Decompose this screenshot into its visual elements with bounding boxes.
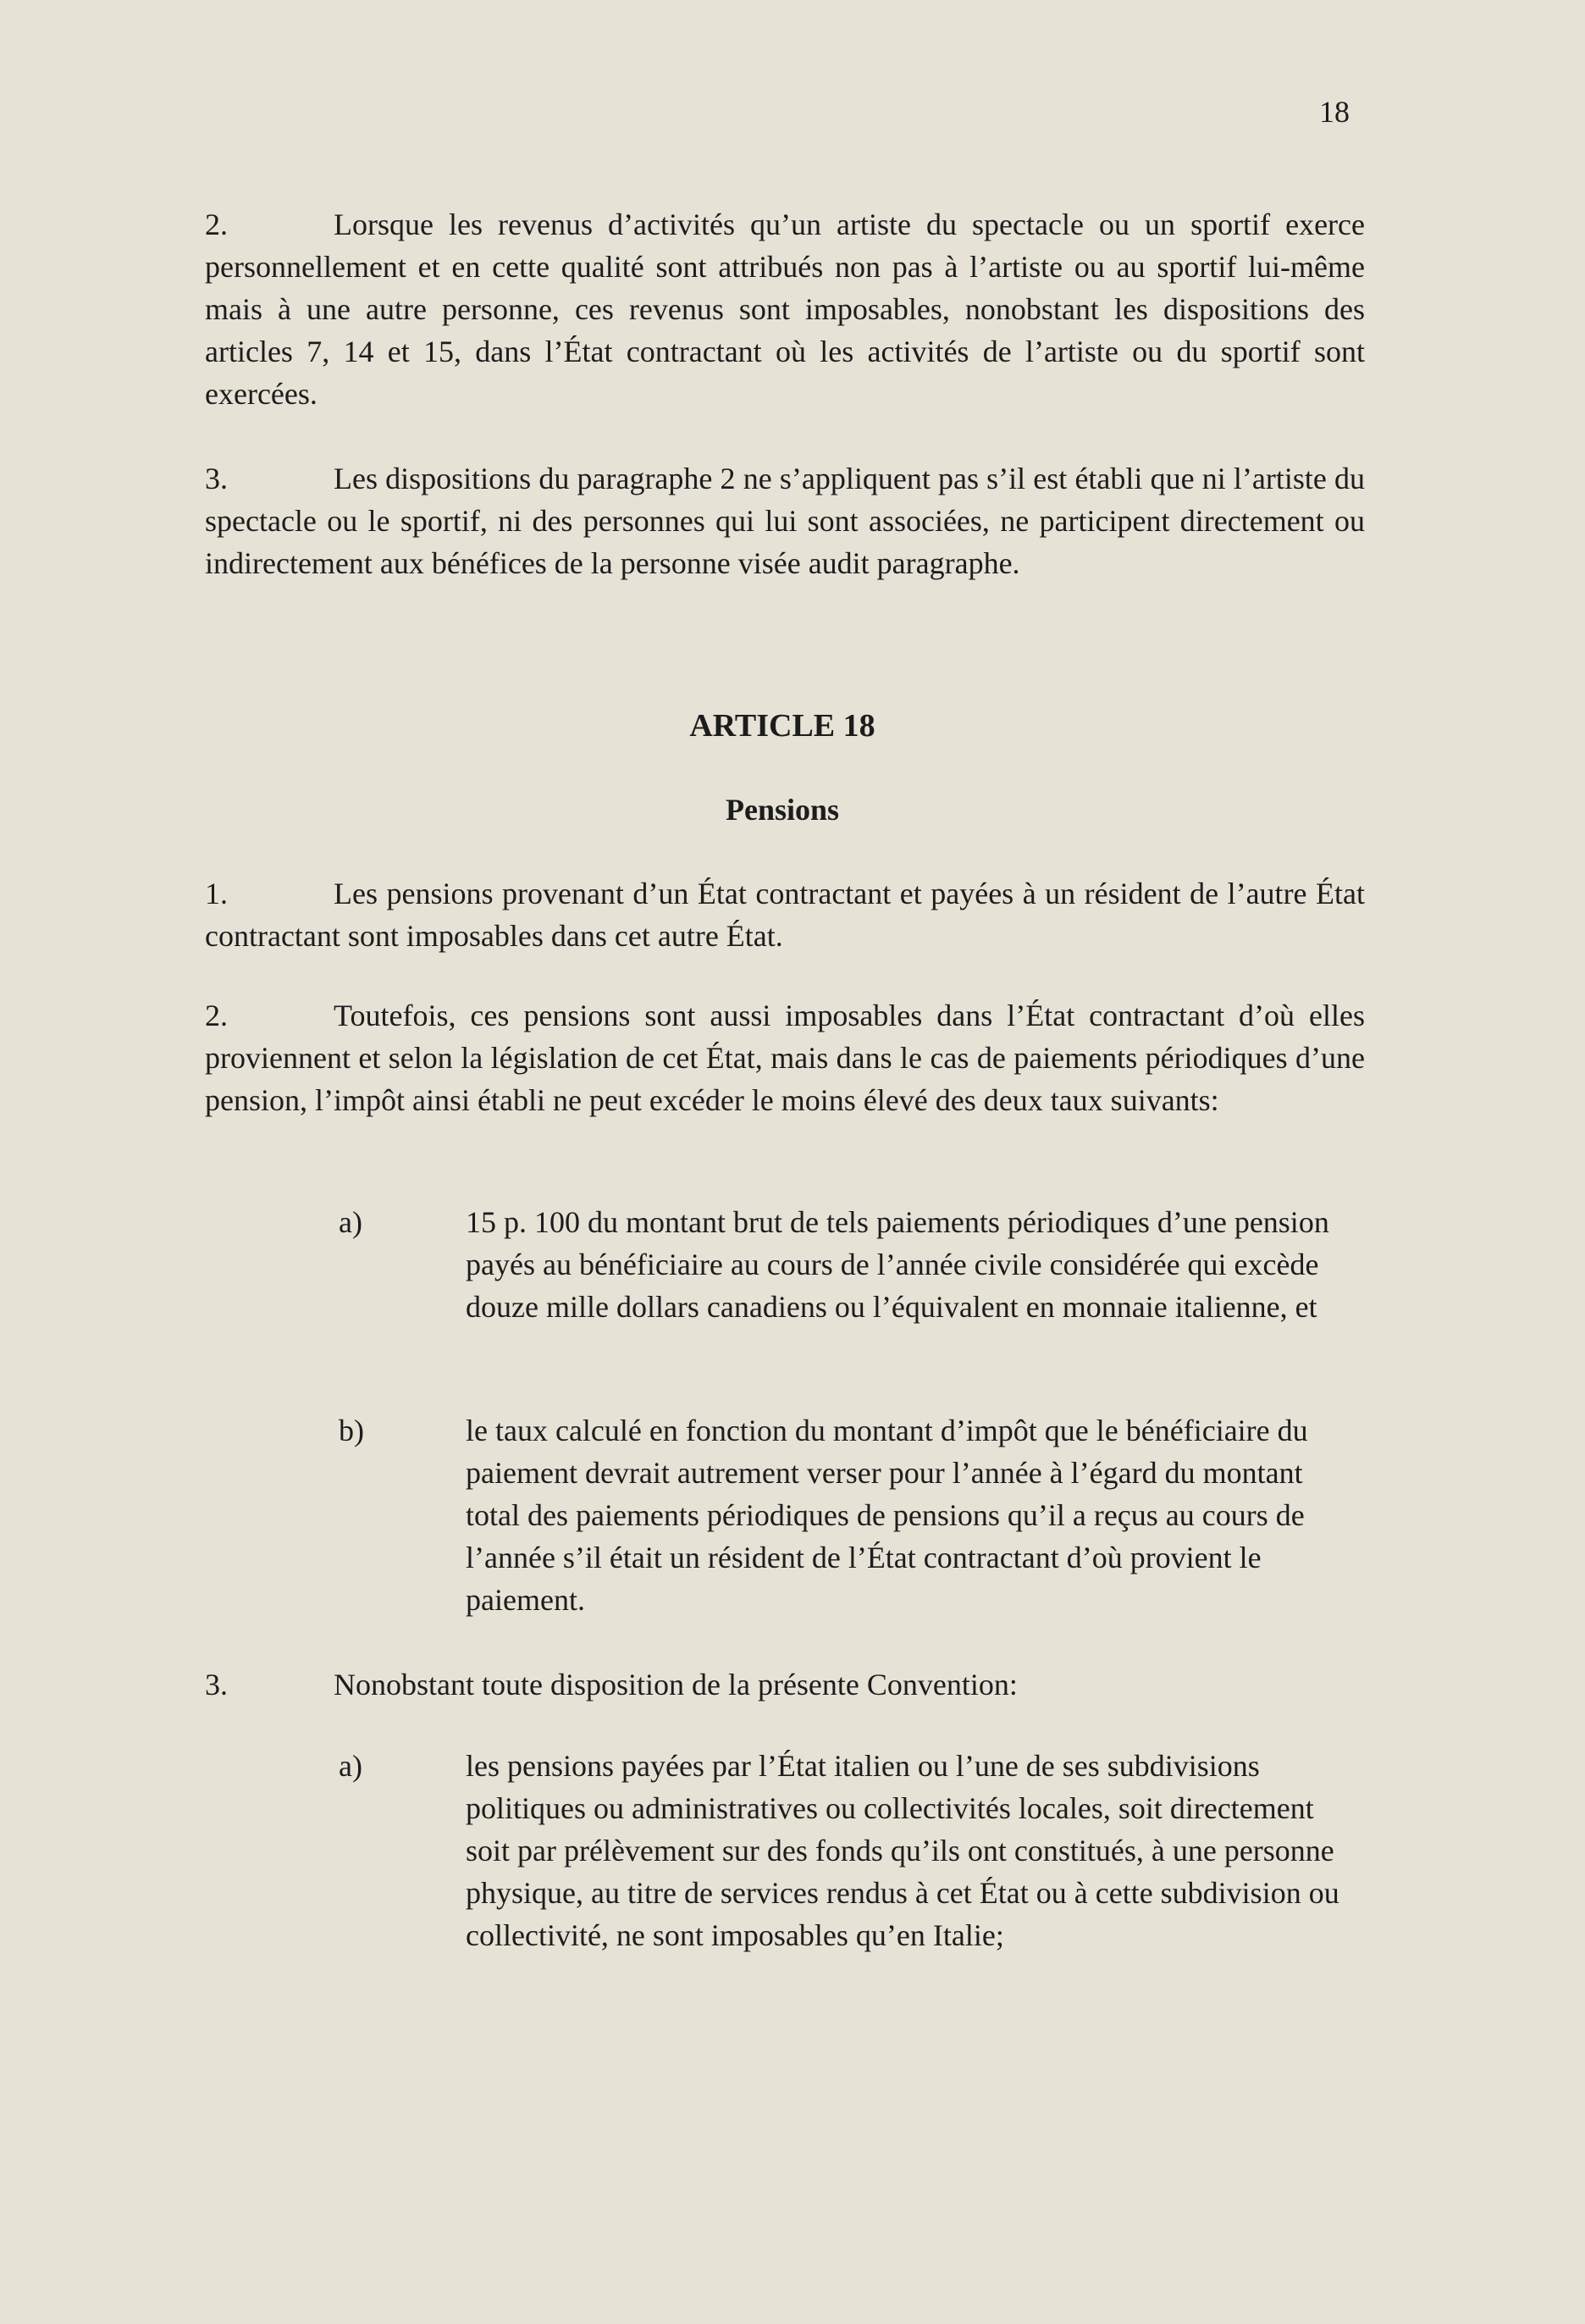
paragraph-number: 3. bbox=[205, 462, 228, 495]
article-17-paragraph-2 bbox=[205, 203, 1365, 415]
paragraph-number: 1. bbox=[205, 877, 228, 910]
paragraph-text: Nonobstant toute disposition de la présente Convention: bbox=[334, 1668, 1018, 1702]
subparagraph-text: les pensions payées par l’État italien ou l’une de ses subdivisions politiques ou administratives ou collectivités locales, soit directement soit par prélèvement sur des fonds qu’ils ont constitués, à une personne physique, au titre de services rendus à cet État ou à cette subdivision ou collectivité, ne sont imposables qu’en Italie; bbox=[466, 1749, 1339, 1952]
paragraph-text: Les pensions provenant d’un État contractant et payées à un résident de l’autre État contractant sont imposables dans cet autre État. bbox=[205, 877, 1365, 953]
paragraph-number: 2. bbox=[205, 208, 228, 241]
paragraph-text: Lorsque les revenus d’activités qu’un artiste du spectacle ou un sportif exerce personnellement et en cette qualité sont attribués non pas à l’artiste ou au sportif lui-même mais à une autre personne, ces revenus sont imposables, nonobstant les dispositions des articles 7, 14 et 15, dans l’État contractant où les activités de l’artiste ou du sportif sont exercées. bbox=[205, 208, 1365, 411]
paragraph-number: 3. bbox=[205, 1668, 228, 1702]
subparagraph-b bbox=[339, 1409, 1363, 1621]
article-17-paragraph-3 bbox=[205, 457, 1365, 584]
article-18-paragraph-3 bbox=[205, 1663, 1365, 1706]
paragraph-number: 2. bbox=[205, 999, 228, 1032]
subparagraph-letter: a) bbox=[339, 1205, 362, 1239]
subparagraph-text: 15 p. 100 du montant brut de tels paiements périodiques d’une pension payés au bénéficiaire au cours de l’année civile considérée qui excède douze mille dollars canadiens ou l’équivalent en monnaie italienne, et bbox=[466, 1205, 1329, 1324]
article-18-paragraph-2 bbox=[205, 994, 1365, 1121]
subparagraph-a bbox=[339, 1201, 1363, 1328]
subparagraph-a bbox=[339, 1745, 1363, 1956]
subparagraph-letter: b) bbox=[339, 1414, 364, 1447]
page-number: 18 bbox=[1319, 95, 1350, 129]
article-18-paragraph-1 bbox=[205, 872, 1365, 957]
paragraph-text: Les dispositions du paragraphe 2 ne s’appliquent pas s’il est établi que ni l’artiste du spectacle ou le sportif, ni des personnes qui lui sont associées, ne participent directement ou indirectement aux bénéfices de la personne visée audit paragraphe. bbox=[205, 462, 1365, 580]
subparagraph-letter: a) bbox=[339, 1749, 362, 1783]
article-heading: ARTICLE 18 bbox=[689, 708, 875, 744]
paragraph-text: Toutefois, ces pensions sont aussi imposables dans l’État contractant d’où elles proviennent et selon la législation de cet État, mais dans le cas de paiements périodiques d’une pension, l’impôt ainsi établi ne peut excéder le moins élevé des deux taux suivants: bbox=[205, 999, 1365, 1117]
article-title: Pensions bbox=[725, 793, 840, 827]
subparagraph-text: le taux calculé en fonction du montant d’impôt que le bénéficiaire du paiement devrait autrement verser pour l’année à l’égard du montant total des paiements périodiques de pensions qu’il a reçus au cours de l’année s’il était un résident de l’État contractant d’où provient le paiement. bbox=[466, 1414, 1308, 1617]
